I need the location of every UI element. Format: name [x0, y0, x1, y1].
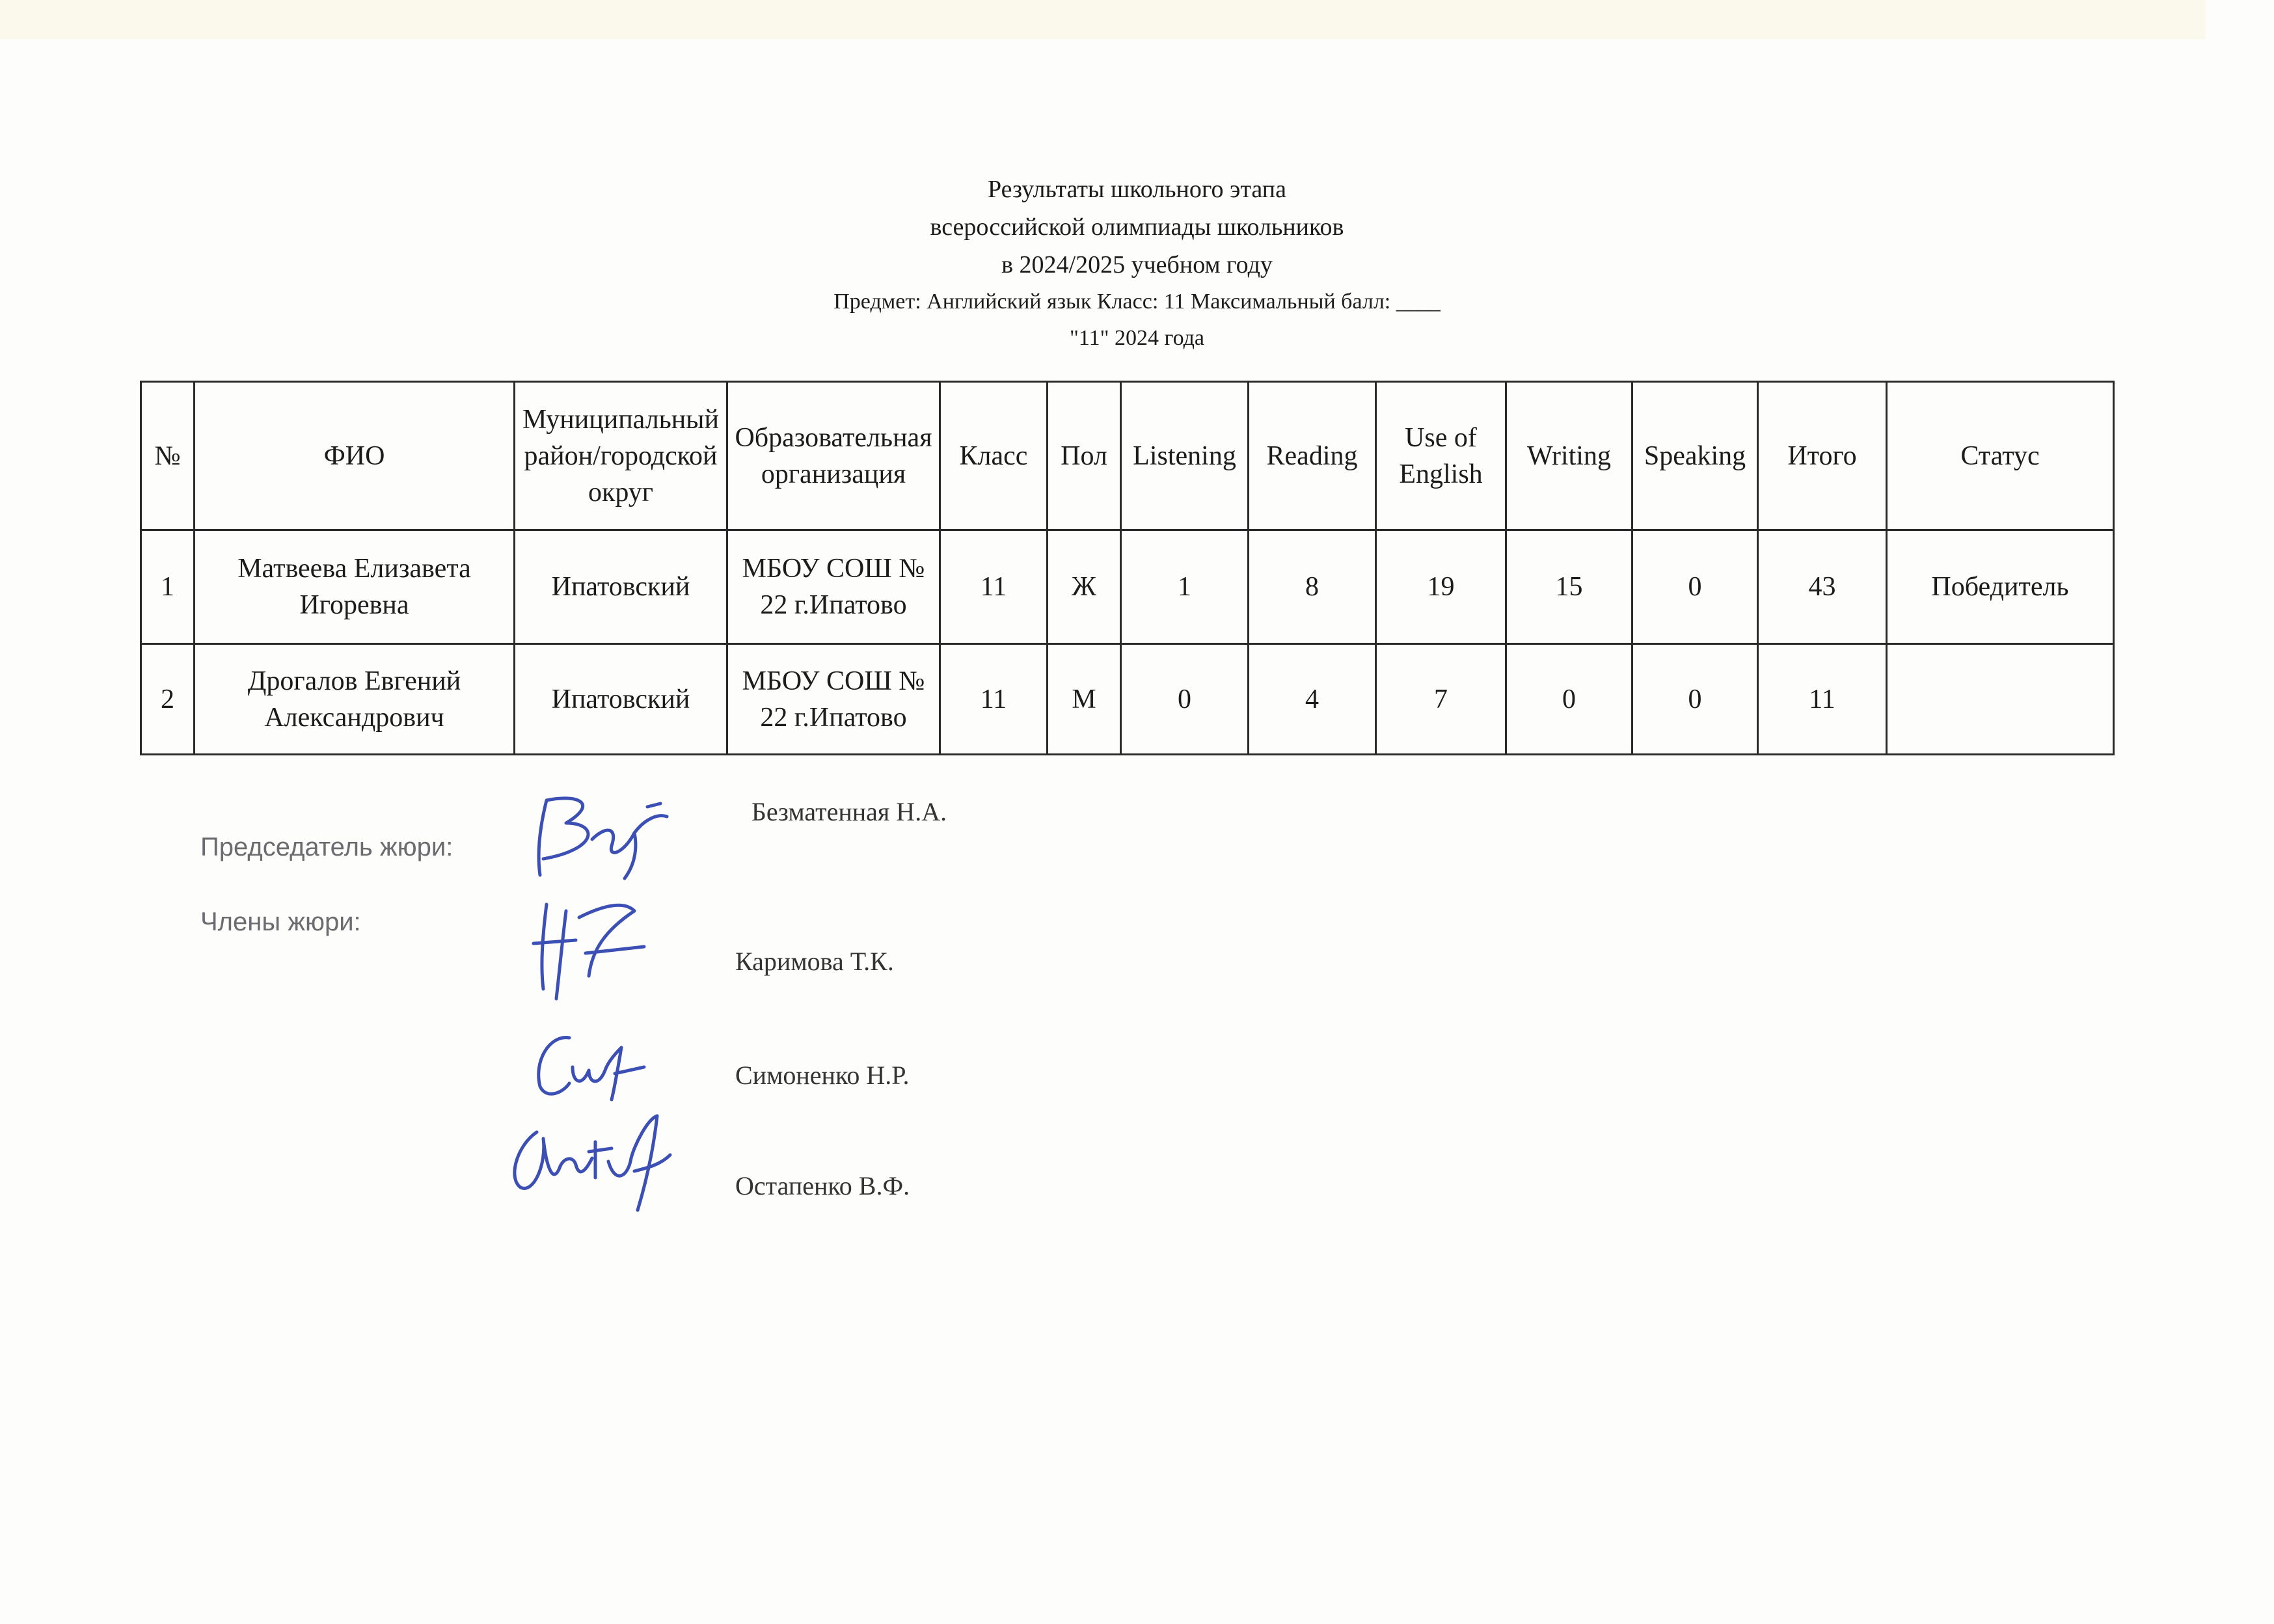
cell-total: 43 — [1758, 530, 1887, 644]
cell-use-of-english: 19 — [1376, 530, 1506, 644]
cell-listening: 1 — [1121, 530, 1249, 644]
table-row — [141, 530, 2114, 644]
cell-district: Ипатовский — [515, 530, 727, 644]
cell-district: Ипатовский — [515, 644, 727, 755]
table-header-row — [141, 382, 2114, 530]
cell-number: 2 — [141, 644, 195, 755]
col-header-listening: Listening — [1121, 382, 1249, 530]
cell-org: МБОУ СОШ № 22 г.Ипатово — [727, 644, 940, 755]
members-label: Члены жюри: — [200, 908, 361, 936]
cell-grade: 11 — [940, 530, 1048, 644]
col-header-writing: Writing — [1506, 382, 1632, 530]
col-header-reading: Reading — [1249, 382, 1376, 530]
col-header-grade: Класс — [940, 382, 1048, 530]
chair-name: Безматенная Н.А. — [751, 797, 947, 826]
cell-reading: 8 — [1249, 530, 1376, 644]
col-header-number: № — [141, 382, 195, 530]
cell-fio: Матвеева Елизавета Игоревна — [195, 530, 515, 644]
cell-status — [1887, 644, 2114, 755]
cell-listening: 0 — [1121, 644, 1249, 755]
cell-fio: Дрогалов Евгений Александрович — [195, 644, 515, 755]
results-table — [140, 381, 2115, 755]
cell-reading: 4 — [1249, 644, 1376, 755]
cell-speaking: 0 — [1632, 530, 1758, 644]
col-header-use-of-english: Use of English — [1376, 382, 1506, 530]
cell-total: 11 — [1758, 644, 1887, 755]
member-signature-2 — [524, 1022, 654, 1106]
member-signature-1 — [527, 891, 657, 1005]
col-header-sex: Пол — [1048, 382, 1121, 530]
col-header-org: Образовательная организация — [727, 382, 940, 530]
subject-line: Предмет: Английский язык Класс: 11 Максимальный балл: ____ — [833, 290, 1441, 314]
cell-sex: М — [1048, 644, 1121, 755]
member-name-2: Симоненко Н.Р. — [735, 1061, 910, 1090]
cell-number: 1 — [141, 530, 195, 644]
col-header-status: Статус — [1887, 382, 2114, 530]
date-line: "11" 2024 года — [1069, 326, 1204, 350]
member-name-3: Остапенко В.Ф. — [735, 1171, 910, 1200]
chair-label: Председатель жюри: — [200, 833, 453, 861]
col-header-fio: ФИО — [195, 382, 515, 530]
title-line-3: в 2024/2025 учебном году — [1001, 251, 1273, 278]
cell-org: МБОУ СОШ № 22 г.Ипатово — [727, 530, 940, 644]
cell-speaking: 0 — [1632, 644, 1758, 755]
col-header-district: Муниципальный район/городской округ — [515, 382, 727, 530]
page-top-tint — [0, 0, 2206, 39]
col-header-speaking: Speaking — [1632, 382, 1758, 530]
cell-writing: 15 — [1506, 530, 1632, 644]
title-line-2: всероссийской олимпиады школьников — [930, 213, 1344, 241]
title-line-1: Результаты школьного этапа — [988, 176, 1286, 203]
col-header-total: Итого — [1758, 382, 1887, 530]
cell-use-of-english: 7 — [1376, 644, 1506, 755]
table-row — [141, 644, 2114, 755]
member-signature-3 — [498, 1106, 680, 1217]
cell-sex: Ж — [1048, 530, 1121, 644]
cell-status: Победитель — [1887, 530, 2114, 644]
cell-grade: 11 — [940, 644, 1048, 755]
document-header — [0, 170, 2274, 357]
member-name-1: Каримова Т.К. — [735, 947, 894, 976]
cell-writing: 0 — [1506, 644, 1632, 755]
chair-signature — [521, 787, 677, 885]
